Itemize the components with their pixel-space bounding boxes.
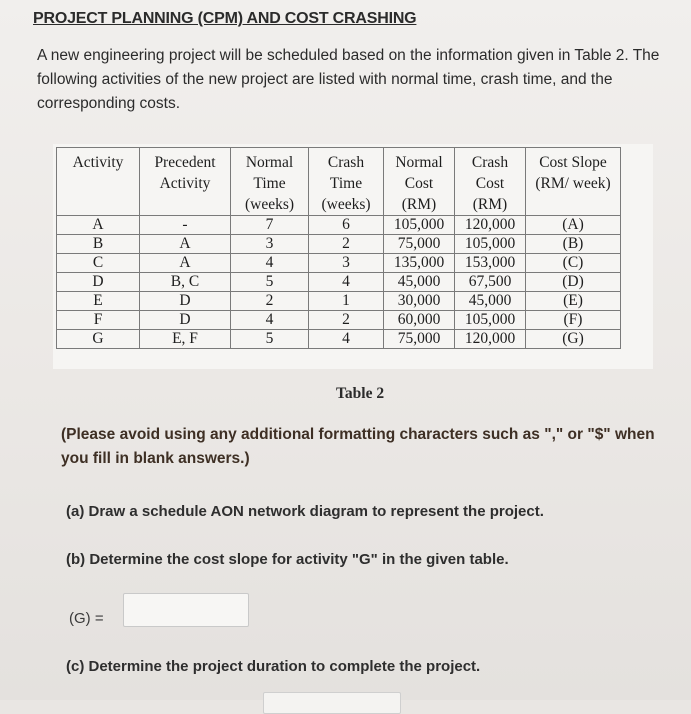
cell-precedent: A [140,254,231,273]
cell-crash-time: 2 [309,311,384,330]
cell-crash-cost: 153,000 [455,254,526,273]
cell-precedent: E, F [140,330,231,349]
table-row [57,254,621,273]
cell-precedent: A [140,235,231,254]
cell-cost-slope: (C) [526,254,621,273]
table-header-row [57,148,621,216]
cell-cost-slope: (G) [526,330,621,349]
cell-normal-time: 4 [231,311,309,330]
cell-cost-slope: (E) [526,292,621,311]
cell-crash-cost: 105,000 [455,311,526,330]
cell-crash-time: 4 [309,330,384,349]
cell-normal-cost: 135,000 [384,254,455,273]
cell-crash-cost: 67,500 [455,273,526,292]
cell-activity: G [57,330,140,349]
answer-g-label: (G) = [69,610,104,627]
header-normal-cost: Normal Cost (RM) [384,148,455,216]
cell-crash-cost: 45,000 [455,292,526,311]
cell-crash-time: 6 [309,216,384,235]
cell-cost-slope: (B) [526,235,621,254]
cell-activity: B [57,235,140,254]
cell-precedent: B, C [140,273,231,292]
cell-normal-time: 4 [231,254,309,273]
formatting-note: (Please avoid using any additional formatting characters such as "," or "$" when you fill in blank answers.) [61,426,655,467]
cell-activity: A [57,216,140,235]
cell-crash-cost: 120,000 [455,216,526,235]
cell-activity: D [57,273,140,292]
cell-normal-time: 5 [231,330,309,349]
cell-normal-cost: 30,000 [384,292,455,311]
table-row [57,235,621,254]
table-row [57,311,621,330]
cell-activity: F [57,311,140,330]
cell-activity: E [57,292,140,311]
answer-g-input[interactable] [123,593,249,627]
cell-normal-cost: 105,000 [384,216,455,235]
cell-crash-time: 2 [309,235,384,254]
question-a: (a) Draw a schedule AON network diagram to represent the project. [66,503,544,520]
header-crash-cost: Crash Cost (RM) [455,148,526,216]
intro-paragraph: A new engineering project will be scheduled based on the information given in Table 2. The following activities of the new project are listed with normal time, crash time, and the corresponding costs. [37,47,660,112]
table-row [57,216,621,235]
cell-normal-cost: 75,000 [384,235,455,254]
cell-precedent: - [140,216,231,235]
header-cost-slope: Cost Slope (RM/ week) [526,148,621,216]
answer-duration-input[interactable] [263,692,401,714]
question-b: (b) Determine the cost slope for activity "G" in the given table. [66,551,509,568]
page-title: PROJECT PLANNING (CPM) AND COST CRASHING [33,10,417,27]
cell-normal-time: 2 [231,292,309,311]
header-normal-time: Normal Time (weeks) [231,148,309,216]
cell-crash-cost: 120,000 [455,330,526,349]
cell-precedent: D [140,311,231,330]
cell-crash-time: 4 [309,273,384,292]
cell-crash-cost: 105,000 [455,235,526,254]
cell-normal-cost: 45,000 [384,273,455,292]
cell-activity: C [57,254,140,273]
cell-crash-time: 3 [309,254,384,273]
cell-normal-time: 3 [231,235,309,254]
activity-table [56,147,621,349]
cell-cost-slope: (A) [526,216,621,235]
header-activity: Activity [57,148,140,216]
cell-cost-slope: (F) [526,311,621,330]
cell-normal-time: 7 [231,216,309,235]
cell-precedent: D [140,292,231,311]
cell-cost-slope: (D) [526,273,621,292]
cell-normal-cost: 75,000 [384,330,455,349]
table-row [57,273,621,292]
table-caption: Table 2 [336,385,385,402]
cell-crash-time: 1 [309,292,384,311]
cell-normal-time: 5 [231,273,309,292]
table-row [57,330,621,349]
table-row [57,292,621,311]
header-crash-time: Crash Time (weeks) [309,148,384,216]
question-c: (c) Determine the project duration to complete the project. [66,658,481,675]
header-precedent: Precedent Activity [140,148,231,216]
cell-normal-cost: 60,000 [384,311,455,330]
